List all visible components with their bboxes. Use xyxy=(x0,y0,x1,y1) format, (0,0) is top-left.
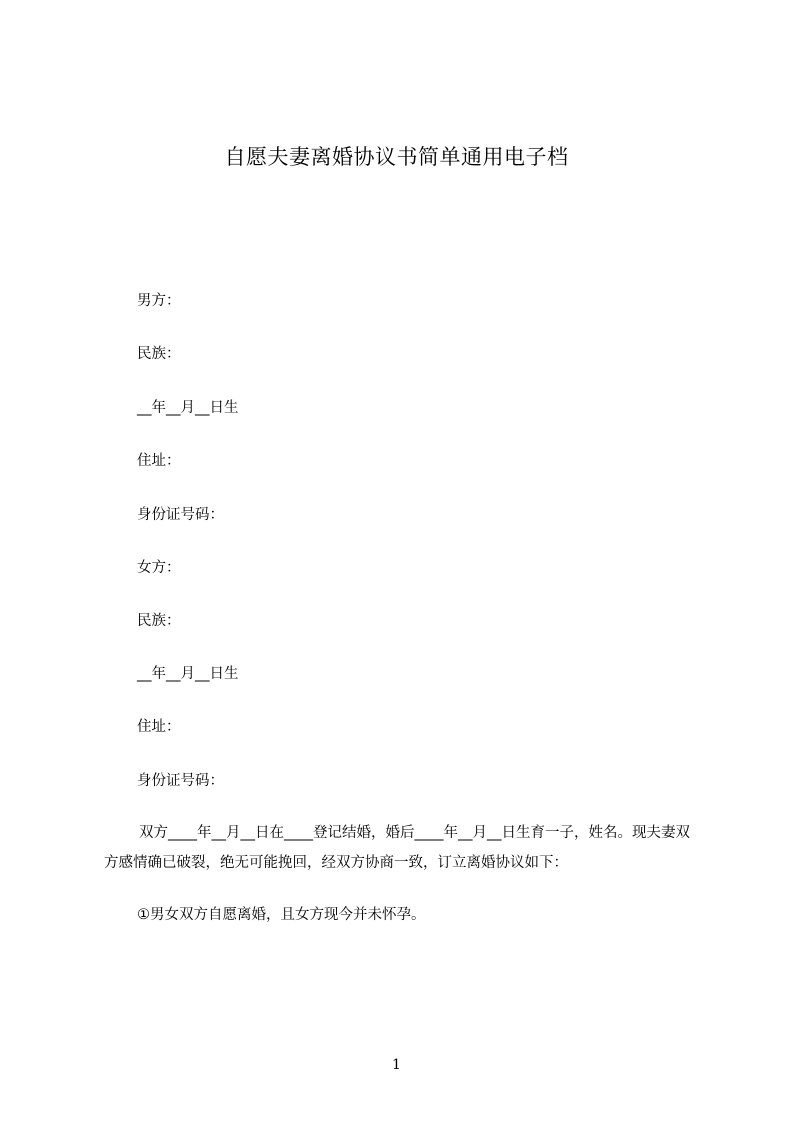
female-address-label: 住址： xyxy=(137,719,181,735)
male-ethnicity-label: 民族： xyxy=(137,346,181,362)
female-ethnicity-label: 民族： xyxy=(137,613,181,629)
clause-1-text: ①男女双方自愿离婚，且女方现今并未怀孕。 xyxy=(137,907,426,923)
male-id-number-label: 身份证号码： xyxy=(137,507,224,523)
marriage-statement-paragraph xyxy=(104,818,694,878)
page-number: 1 xyxy=(392,1057,401,1073)
female-party-label: 女方： xyxy=(137,560,181,576)
female-id-number-label: 身份证号码： xyxy=(137,773,224,789)
document-title: 自愿夫妻离婚协议书简单通用电子档 xyxy=(224,145,569,169)
marriage-statement-text: 双方____年__月__日在____登记结婚，婚后____年__月__日生育一子，姓名。现夫妻双方感情确已破裂，绝无可能挽回，经双方协商一致，订立离婚协议如下： xyxy=(104,825,690,871)
female-birthdate-label: __年__月__日生 xyxy=(137,666,239,682)
male-birthdate-label: __年__月__日生 xyxy=(137,400,239,416)
clause-1-paragraph xyxy=(104,900,694,930)
male-party-label: 男方： xyxy=(137,293,181,309)
male-address-label: 住址： xyxy=(137,453,181,469)
